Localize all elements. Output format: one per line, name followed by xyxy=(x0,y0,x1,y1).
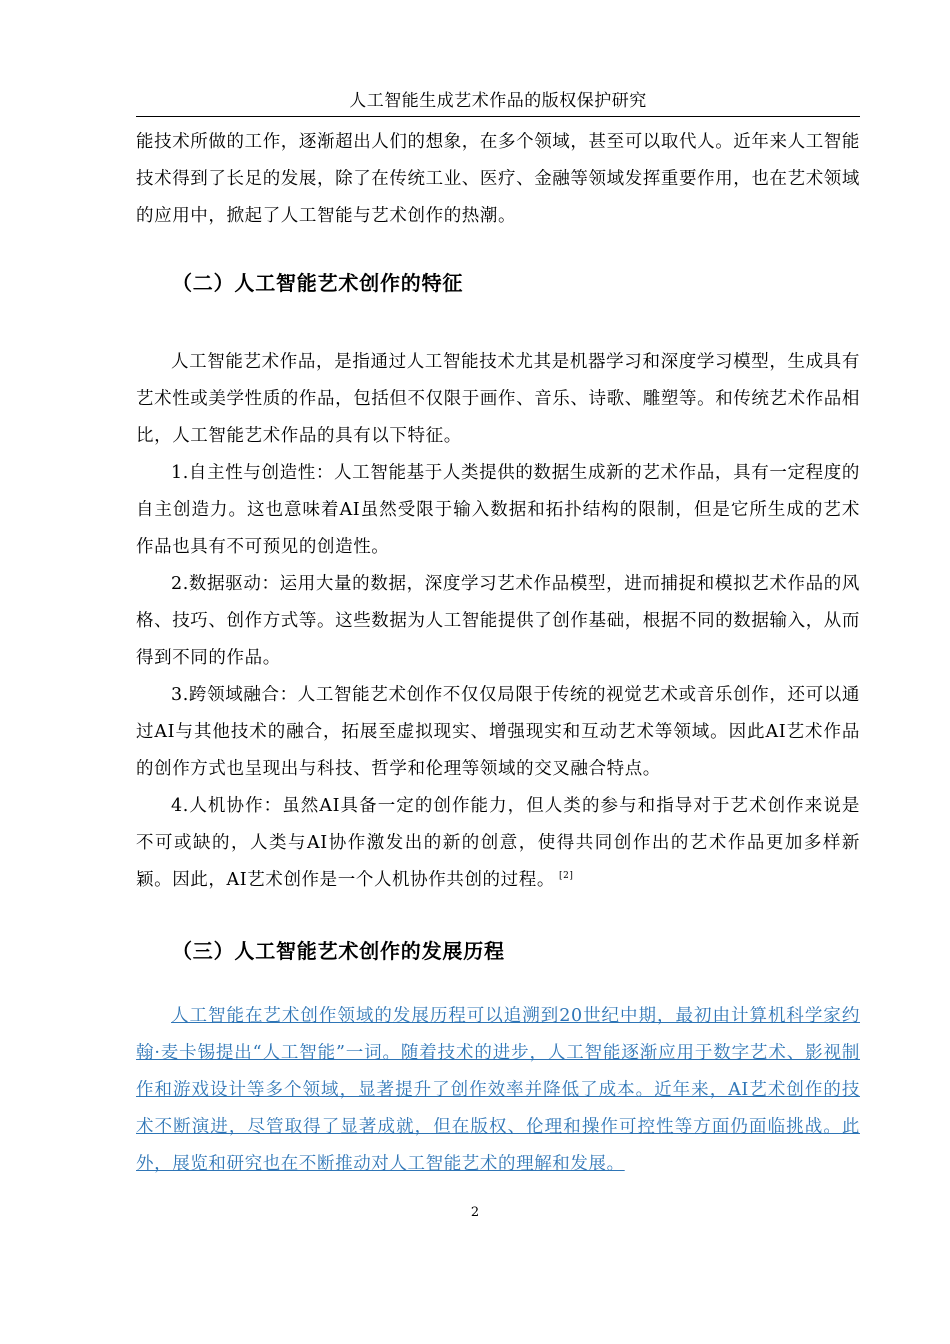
section-2-intro-paragraph: 人工智能艺术作品，是指通过人工智能技术尤其是机器学习和深度学习模型，生成具有艺术性或美学性质的作品，包括但不仅限于画作、音乐、诗歌、雕塑等。和传统艺术作品相比，人工智能艺术作品的具有以下特征。 xyxy=(136,352,860,446)
running-header: 人工智能生成艺术作品的版权保护研究 xyxy=(136,88,860,117)
section-3-heading: （三）人工智能艺术创作的发展历程 xyxy=(172,939,505,963)
intro-paragraph: 能技术所做的工作，逐渐超出人们的想象，在多个领域，甚至可以取代人。近年来人工智能技术得到了长足的发展，除了在传统工业、医疗、金融等领域发挥重要作用，也在艺术领域的应用中，掀起了人工智能与艺术创作的热潮。 xyxy=(136,132,860,226)
feature-item-2: 2.数据驱动：运用大量的数据，深度学习艺术作品模型，进而捕捉和模拟艺术作品的风格、技巧、创作方式等。这些数据为人工智能提供了创作基础，根据不同的数据输入，从而得到不同的作品。 xyxy=(136,574,860,668)
feature-item-4-text: 4.人机协作：虽然AI具备一定的创作能力，但人类的参与和指导对于艺术创作来说是不可或缺的，人类与AI协作激发出的新的创意，使得共同创作出的艺术作品更加多样新颖。因此，AI艺术创作是一个人机协作共创的过程。 xyxy=(136,796,860,890)
page-number: 2 xyxy=(470,1205,480,1220)
section-2-heading: （二）人工智能艺术创作的特征 xyxy=(172,271,464,295)
feature-item-4 xyxy=(136,788,860,899)
citation-marker: [2] xyxy=(558,871,574,882)
page-content xyxy=(136,124,860,1183)
section-3-linked-text[interactable]: 人工智能在艺术创作领域的发展历程可以追溯到20世纪中期，最初由计算机科学家约翰·麦卡锡提出“人工智能”一词。随着技术的进步，人工智能逐渐应用于数字艺术、影视制作和游戏设计等多个领域，显著提升了创作效率并降低了成本。近年来，AI艺术创作的技术不断演进，尽管取得了显著成就，但在版权、伦理和操作可控性等方面仍面临挑战。此外，展览和研究也在不断推动对人工智能艺术的理解和发展。 xyxy=(136,1006,860,1174)
section-3-paragraph xyxy=(136,998,860,1183)
feature-item-1: 1.自主性与创造性：人工智能基于人类提供的数据生成新的艺术作品，具有一定程度的自主创造力。这也意味着AI虽然受限于输入数据和拓扑结构的限制，但是它所生成的艺术作品也具有不可预见的创造性。 xyxy=(136,463,860,557)
feature-item-3: 3.跨领域融合：人工智能艺术创作不仅仅局限于传统的视觉艺术或音乐创作，还可以通过AI与其他技术的融合，拓展至虚拟现实、增强现实和互动艺术等领域。因此AI艺术作品的创作方式也呈现出与科技、哲学和伦理等领域的交叉融合特点。 xyxy=(136,685,860,779)
